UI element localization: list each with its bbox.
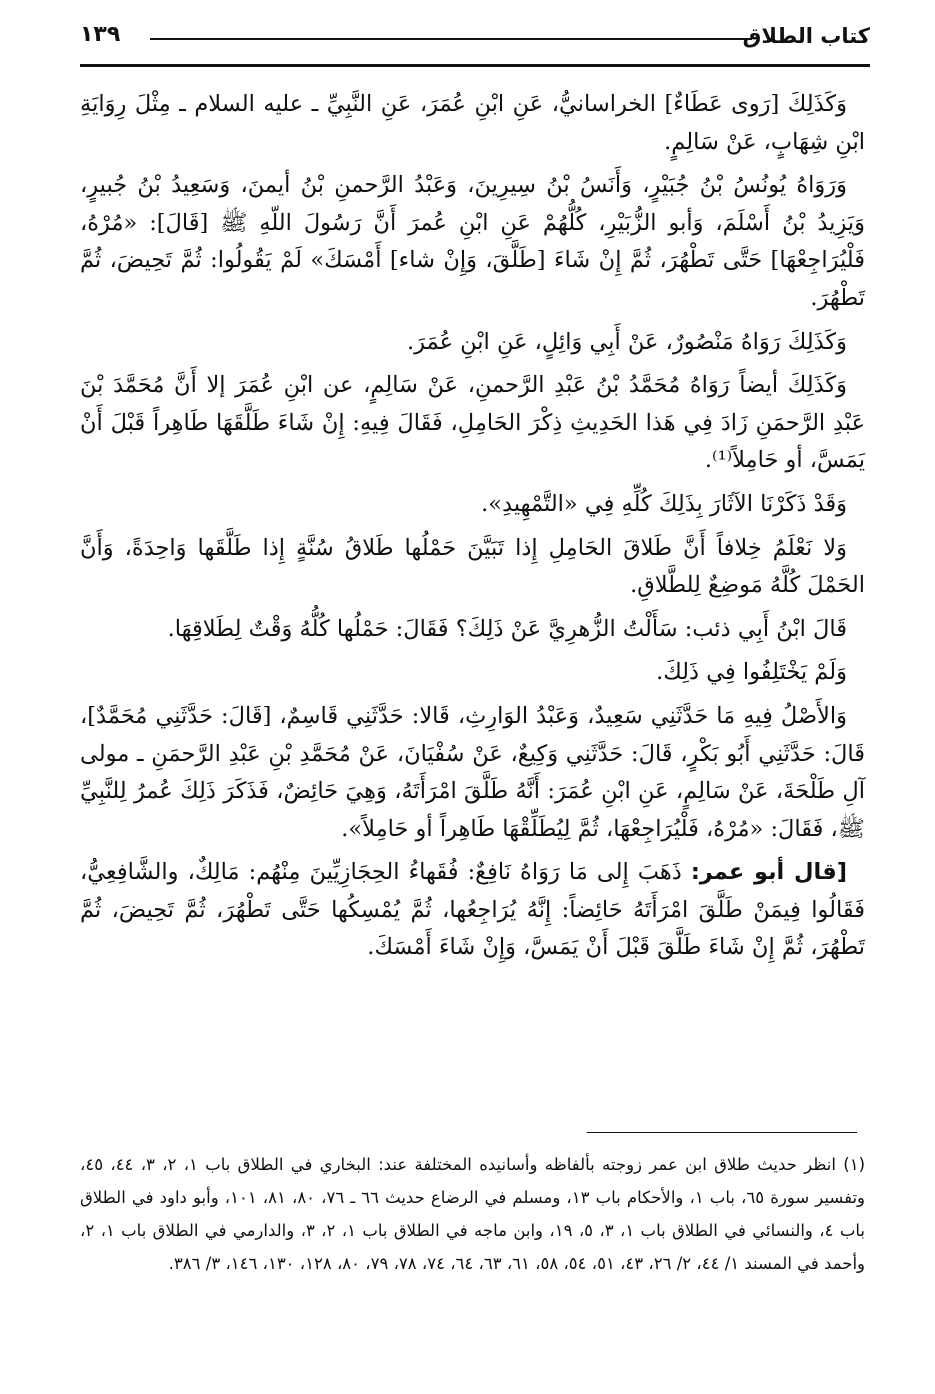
paragraph: وَقَدْ ذَكَرْنَا الآثَارَ بِذَلِكَ كُلِّهِ فِي «التَّمْهِيدِ». bbox=[481, 490, 847, 517]
footnotes bbox=[80, 1148, 865, 1280]
paragraph: قَالَ ابْنُ أَبِي ذئب: سَأَلْتُ الزُّهرِيَّ عَنْ ذَلِكَ؟ فَقَالَ: حَمْلُها كُلُّهُ وَقْتٌ لِطَلاقِهَا. bbox=[167, 615, 847, 642]
paragraph: وَكَذَلِكَ رَوَاهُ مَنْصُورٌ، عَنْ أَبِي وَائِلٍ، عَنِ ابْنِ عُمَرَ. bbox=[407, 328, 847, 355]
speaker-label: [قال أبو عمر: bbox=[690, 859, 847, 886]
paragraph: وَكَذَلِكَ [رَوى عَطَاءٌ] الخراسانيُّ، عَنِ ابْنِ عُمَرَ، عَنِ النَّبِيِّ ـ عليه السلام ـ مِثْلَ رِوَايَةِ ابْنِ شِهَابٍ، عَنْ سَالِمٍ. bbox=[80, 91, 865, 155]
paragraph bbox=[80, 854, 865, 967]
paragraph: وَكَذَلِكَ أيضاً رَوَاهُ مُحَمَّدُ بْنُ عَبْدِ الرَّحمنِ، عَنْ سَالِمٍ، عن ابْنِ عُمَرَ إلا أَنَّ مُحَمَّدَ بْنَ عَبْدِ الرَّحمَنِ زَادَ فِي هَذا الحَدِيثِ ذِكْرَ الحَامِلِ، فَقَالَ فِيهِ: إِنْ شَاءَ طَلَّقَهَا طَاهِراً قَبْلَ أَنْ يَمَسَّ، أو حَامِلاً⁽¹⁾. bbox=[80, 372, 865, 474]
paragraph: وَرَوَاهُ يُونُسُ بْنُ جُبَيْرٍ، وَأَنَسُ بْنُ سِيرِينَ، وَعَبْدُ الرَّحمنِ بْنُ أيمنَ، وَسَعِيدُ بْنُ جُبيرٍ، وَيَزِيدُ بْنُ أَسْلَمَ، وَأبو الزُّبَيْرِ، كُلُّهُمْ عَنِ ابْنِ عُمرَ أَنَّ رَسُولَ اللّهِ ﷺ [قَالَ]: «مُرْهُ، فَلْيُرَاجِعْهَا] حَتَّى تَطْهُرَ، ثُمَّ إِنْ شَاءَ [طَلَّقَ، وَإِنْ شاء] أَمْسَكَ» لَمْ يَقُولُوا: ثُمَّ تَحِيضَ، ثُمَّ تَطْهُرَ. bbox=[80, 172, 865, 311]
header-rule bbox=[150, 38, 752, 40]
paragraph: وَلا نَعْلَمُ خِلافاً أَنَّ طَلاقَ الحَامِلِ إِذا تَبَيَّنَ حَمْلُها طَلاقُ سُنَّةٍ إِذا طَلَّقَها وَاحِدَةً، وَأَنَّ الحَمْلَ كُلَّهُ مَوضِعٌ لِلطَّلاقِ. bbox=[80, 534, 865, 599]
footnote: (١) انظر حديث طلاق ابن عمر زوجته بألفاظه وأسانيده المختلفة عند: البخاري في الطلاق باب ١، ٢، ٣، ٤٤، ٤٥، وتفسير سورة ٦٥، باب ١، والأحكام باب ١٣، ومسلم في الرضاع حديث ٦٦ ـ ٧٦، ٨٠، ٨١، ١٠١، وأبو داود في الطلاق باب ٤، والنسائي في الطلاق باب ١، ٣، ٥، ١٩، وابن ماجه في الطلاق باب ١، ٢، ٣، والدارمي في الطلاق باب ١، ٢، وأحمد في المسند ١/ ٤٤، ٢/ ٢٦، ٤٣، ٥١، ٥٤، ٥٨، ٦١، ٦٣، ٦٤، ٧٤، ٧٨، ٧٩، ٨٠، ١٢٨، ١٣٠، ١٤٦، ٣/ ٣٨٦. bbox=[80, 1155, 866, 1273]
page-header bbox=[80, 22, 870, 62]
paragraph: وَلَمْ يَخْتَلِفُوا فِي ذَلِكَ. bbox=[656, 659, 847, 686]
paragraph: وَالأَصْلُ فِيهِ مَا حَدَّثَنِي سَعِيدٌ، وَعَبْدُ الوَارِثِ، قَالا: حَدَّثَنِي قَاسِمٌ، [قَالَ: حَدَّثَنِي مُحَمَّدٌ]، قَالَ: حَدَّثَنِي أَبُو بَكْرٍ، قَالَ: حَدَّثَنِي وَكِيعٌ، عَنْ سُفْيَانَ، عَنْ مُحَمَّدِ بْنِ عَبْدِ الرَّحمَنِ ـ مولى آلِ طَلْحَةَ، عَنْ سَالِمٍ، عَنِ ابْنِ عُمَرَ: أَنَّهُ طَلَّقَ امْرَأَتَهُ، وَهِيَ حَائِضٌ، فَذَكَرَ ذَلِكَ عُمرُ لِلنَّبِيِّ ﷺ، فَقَالَ: «مُرْهُ، فَلْيُرَاجِعْهَا، ثُمَّ لِيُطَلِّقْهَا طَاهِراً أو حَامِلاً». bbox=[80, 702, 865, 842]
running-title: كتاب الطلاق bbox=[742, 24, 870, 48]
page-number: ١٣٩ bbox=[80, 22, 121, 47]
main-text bbox=[80, 86, 865, 973]
header-underline bbox=[80, 64, 870, 67]
footnote-rule bbox=[587, 1132, 857, 1133]
paragraph-text: ذَهَبَ إِلى مَا رَوَاهُ نَافِعٌ: فُقَهاءُ الحِجَازِيِّينَ مِنْهُم: مَالِكٌ، والشَّافِعِيُّ، فَقَالُوا فِيمَنْ طَلَّقَ امْرَأَتَهُ حَائِضاً: إِنَّهُ يُرَاجِعُها، ثُمَّ يُمْسِكُها حَتَّى تَطْهُرَ، ثُمَّ تَحِيضَ، ثُمَّ تَطْهُرَ، ثُمَّ إِنْ شَاءَ طَلَّقَ قَبْلَ أَنْ يَمَسَّ، وَإِنْ شَاءَ أَمْسَكَ. bbox=[80, 859, 865, 961]
